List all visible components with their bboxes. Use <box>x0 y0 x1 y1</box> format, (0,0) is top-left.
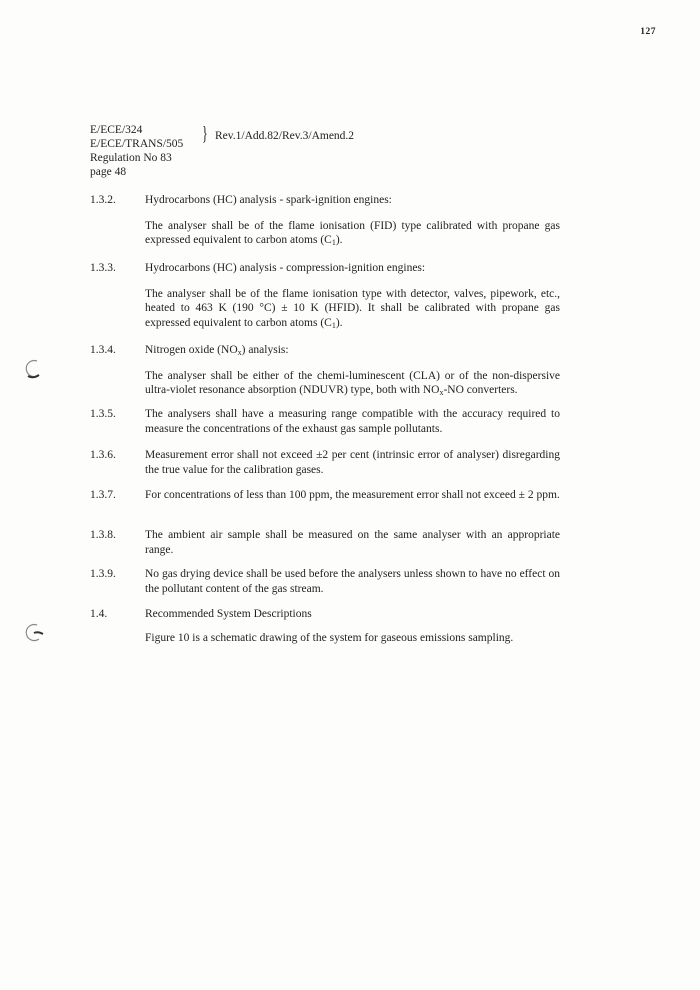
section-body: The analyser shall be either of the chemi-luminescent (CLA) or of the non-dispersive ultra-violet resonance absorption (NDUVR) type, both with $NO_x-NO$ converters. <box>145 369 560 397</box>
section-body: The analyser shall be of the flame ionisation (FID) type calibrated with propane gas expressed equivalent to carbon atoms $(C_1)$. <box>145 219 560 247</box>
section-body: The analyser shall be of the flame ionisation type with detector, valves, pipework, etc., heated to 463 K (190 °C) ± 10 K (HFID). It shall be calibrated with propane gas expressed equivalent to carbon atoms $(C_1)$. <box>145 287 560 330</box>
section-1-3-8 <box>90 528 560 557</box>
section-number: 1.4. <box>90 608 108 620</box>
section-number: 1.3.5. <box>90 408 116 420</box>
section-number: 1.3.4. <box>90 344 116 356</box>
section-number: 1.3.7. <box>90 489 116 501</box>
section-heading: Nitrogen oxide $(NO_x)$ analysis: <box>145 344 289 357</box>
reference-line: E/ECE/TRANS/505 <box>90 138 184 150</box>
section-number: 1.3.9. <box>90 568 116 580</box>
section-body: The ambient air sample shall be measured on the same analyser with an appropriate range. <box>145 529 560 556</box>
brace-symbol: } <box>202 123 208 145</box>
section-heading: Hydrocarbons (HC) analysis - compression-ignition engines: <box>145 262 426 274</box>
section-number: 1.3.2. <box>90 194 116 206</box>
reference-line: page 48 <box>90 166 127 178</box>
section-1-3-7 <box>90 488 560 503</box>
section-body: For concentrations of less than 100 ppm, the measurement error shall not exceed ± 2 ppm. <box>145 489 560 501</box>
section-body: The analysers shall have a measuring range compatible with the accuracy required to measure the concentrations of the exhaust gas sample pollutants. <box>145 408 560 435</box>
section-1-3-6 <box>90 448 560 477</box>
section-body: Measurement error shall not exceed ±2 per cent (intrinsic error of analyser) disregarding the true value for the calibration gases. <box>145 449 560 476</box>
revision-reference: Rev.1/Add.82/Rev.3/Amend.2 <box>215 130 355 142</box>
punch-hole-icon <box>22 622 44 644</box>
page-number: 127 <box>640 27 656 37</box>
section-heading: Hydrocarbons (HC) analysis - spark-ignition engines: <box>145 194 392 206</box>
section-number: 1.3.6. <box>90 449 116 461</box>
section-body: Figure 10 is a schematic drawing of the system for gaseous emissions sampling. <box>145 631 514 644</box>
section-body: No gas drying device shall be used before the analysers unless shown to have no effect on the pollutant content of the gas stream. <box>145 568 560 595</box>
section-heading: Recommended System Descriptions <box>145 608 312 620</box>
section-1-3-4 <box>90 343 560 398</box>
reference-line: Regulation No 83 <box>90 152 172 164</box>
punch-hole-icon <box>22 358 44 380</box>
section-1-3-3 <box>90 261 560 330</box>
section-1-3-2 <box>90 193 560 248</box>
reference-line: E/ECE/324 <box>90 124 143 136</box>
section-number: 1.3.3. <box>90 262 116 274</box>
section-1-3-9 <box>90 567 560 596</box>
section-number: 1.3.8. <box>90 529 116 541</box>
section-1-3-5 <box>90 407 560 436</box>
section-1-4 <box>90 607 560 645</box>
document-reference-header <box>90 123 183 179</box>
